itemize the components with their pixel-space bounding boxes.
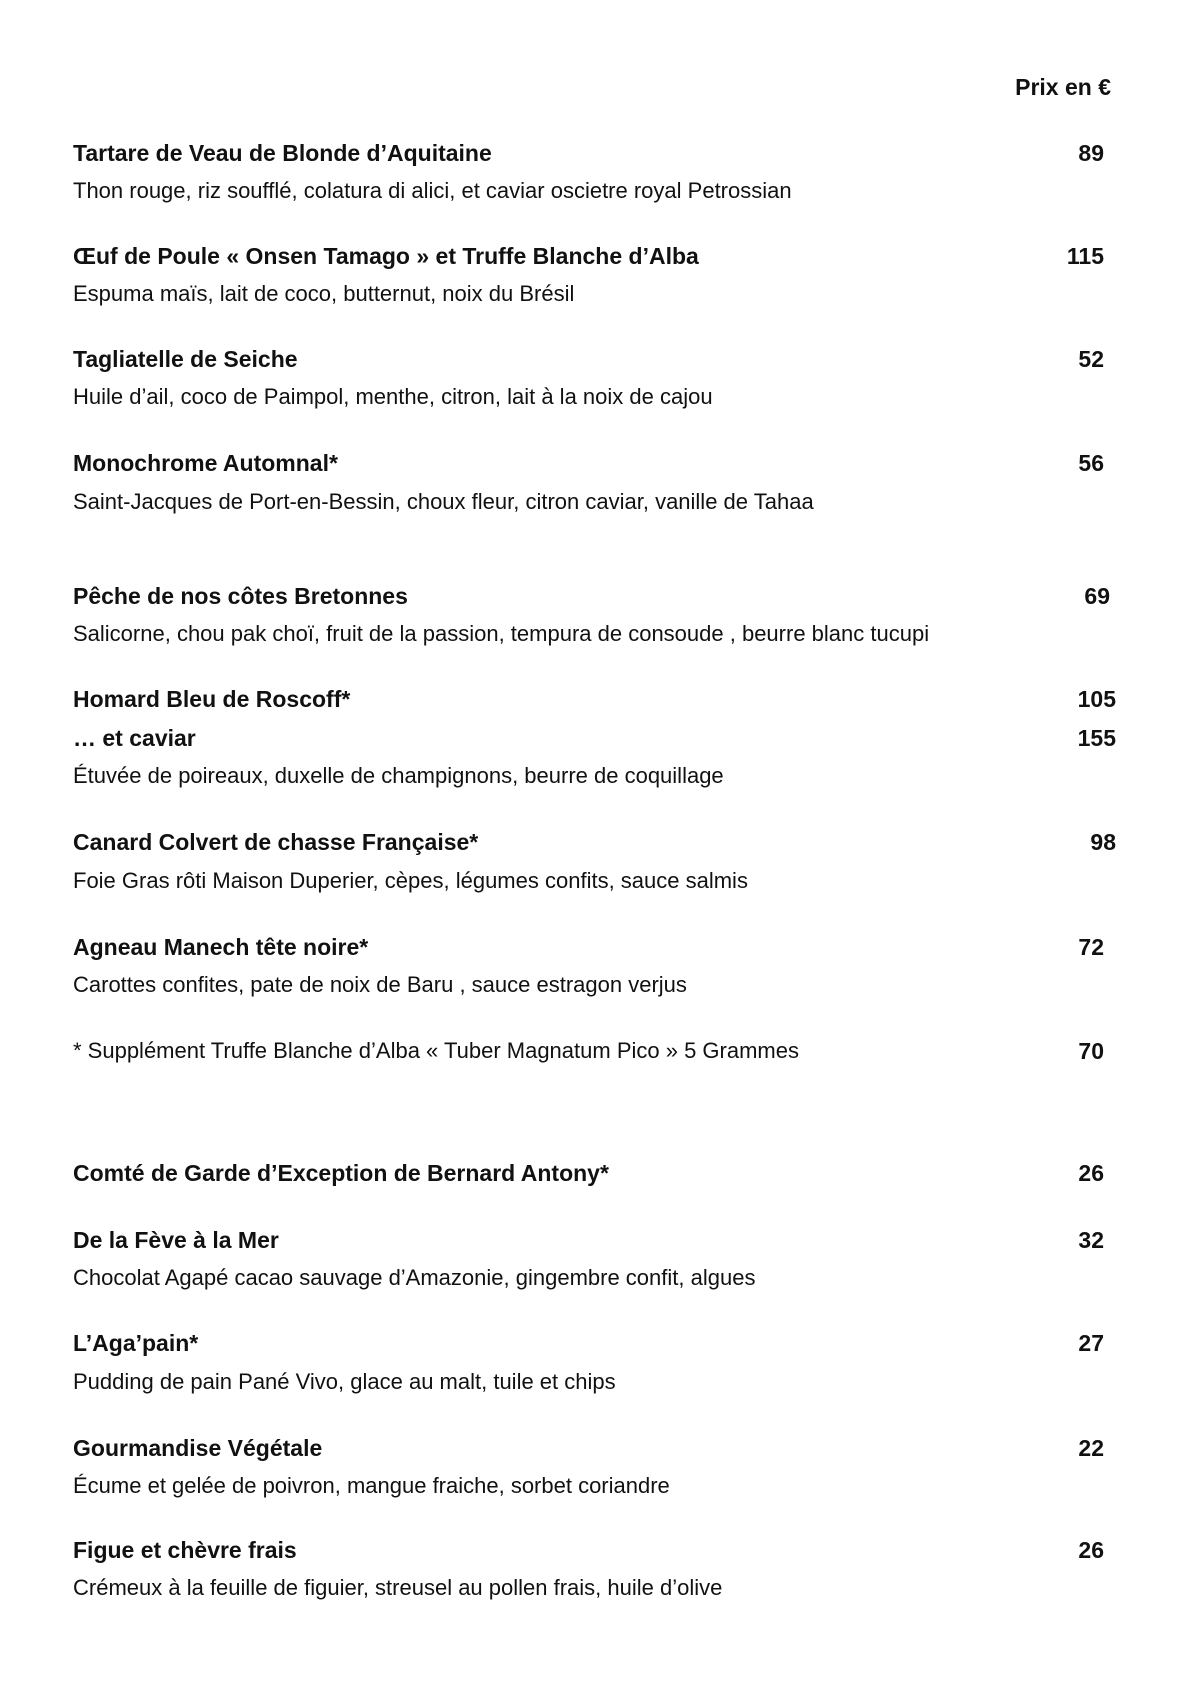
dessert-price: 27 — [1078, 1330, 1104, 1356]
dessert-price: 26 — [1078, 1537, 1104, 1563]
dish-title: Œuf de Poule « Onsen Tamago » et Truffe Blanche d’Alba — [73, 243, 699, 269]
dessert-price: 22 — [1078, 1435, 1104, 1461]
dish-title: Pêche de nos côtes Bretonnes — [73, 583, 408, 609]
dessert-price: 26 — [1078, 1160, 1104, 1186]
dish-description: Carottes confites, pate de noix de Baru , sauce estragon verjus — [73, 972, 687, 997]
supplement-price: 70 — [1078, 1038, 1104, 1064]
dessert-description: Pudding de pain Pané Vivo, glace au malt, tuile et chips — [73, 1369, 616, 1394]
dish-subtitle: … et caviar — [73, 725, 196, 751]
dish-description: Saint-Jacques de Port-en-Bessin, choux fleur, citron caviar, vanille de Tahaa — [73, 489, 814, 514]
dish-price: 98 — [1090, 829, 1116, 855]
dessert-title: Gourmandise Végétale — [73, 1435, 323, 1461]
dessert-title: Figue et chèvre frais — [73, 1537, 297, 1563]
dish-description: Étuvée de poireaux, duxelle de champignons, beurre de coquillage — [73, 763, 724, 788]
dish-price: 89 — [1078, 140, 1104, 166]
dish-price: 105 — [1077, 686, 1116, 712]
dessert-title: L’Aga’pain* — [73, 1330, 199, 1356]
price-header: Prix en € — [1015, 74, 1111, 100]
dish-description: Foie Gras rôti Maison Duperier, cèpes, légumes confits, sauce salmis — [73, 868, 748, 893]
dish-description: Salicorne, chou pak choï, fruit de la passion, tempura de consoude , beurre blanc tucupi — [73, 621, 930, 646]
dish-description: Thon rouge, riz soufflé, colatura di alici, et caviar oscietre royal Petrossian — [73, 178, 792, 203]
dish-price: 69 — [1084, 583, 1110, 609]
dish-title: Homard Bleu de Roscoff* — [73, 686, 351, 712]
dish-price: 72 — [1078, 934, 1104, 960]
dessert-description: Chocolat Agapé cacao sauvage d’Amazonie, gingembre confit, algues — [73, 1265, 756, 1290]
dish-title: Tagliatelle de Seiche — [73, 346, 298, 372]
dish-title: Canard Colvert de chasse Française* — [73, 829, 479, 855]
dessert-title: De la Fève à la Mer — [73, 1227, 279, 1253]
dish-price: 115 — [1066, 243, 1104, 269]
dish-sub-price: 155 — [1077, 725, 1116, 751]
dish-description: Espuma maïs, lait de coco, butternut, noix du Brésil — [73, 281, 575, 306]
dessert-description: Crémeux à la feuille de figuier, streusel au pollen frais, huile d’olive — [73, 1575, 723, 1600]
dessert-description: Écume et gelée de poivron, mangue fraiche, sorbet coriandre — [73, 1473, 670, 1498]
dish-title: Tartare de Veau de Blonde d’Aquitaine — [73, 140, 492, 166]
dish-title: Monochrome Automnal* — [73, 450, 338, 476]
dish-price: 52 — [1078, 346, 1104, 372]
dessert-price: 32 — [1078, 1227, 1104, 1253]
dish-description: Huile d’ail, coco de Paimpol, menthe, citron, lait à la noix de cajou — [73, 384, 713, 409]
dish-title: Agneau Manech tête noire* — [73, 934, 369, 960]
dish-price: 56 — [1078, 450, 1104, 476]
dessert-title: Comté de Garde d’Exception de Bernard Antony* — [73, 1160, 609, 1186]
supplement-note: * Supplément Truffe Blanche d’Alba « Tuber Magnatum Pico » 5 Grammes — [73, 1038, 799, 1063]
